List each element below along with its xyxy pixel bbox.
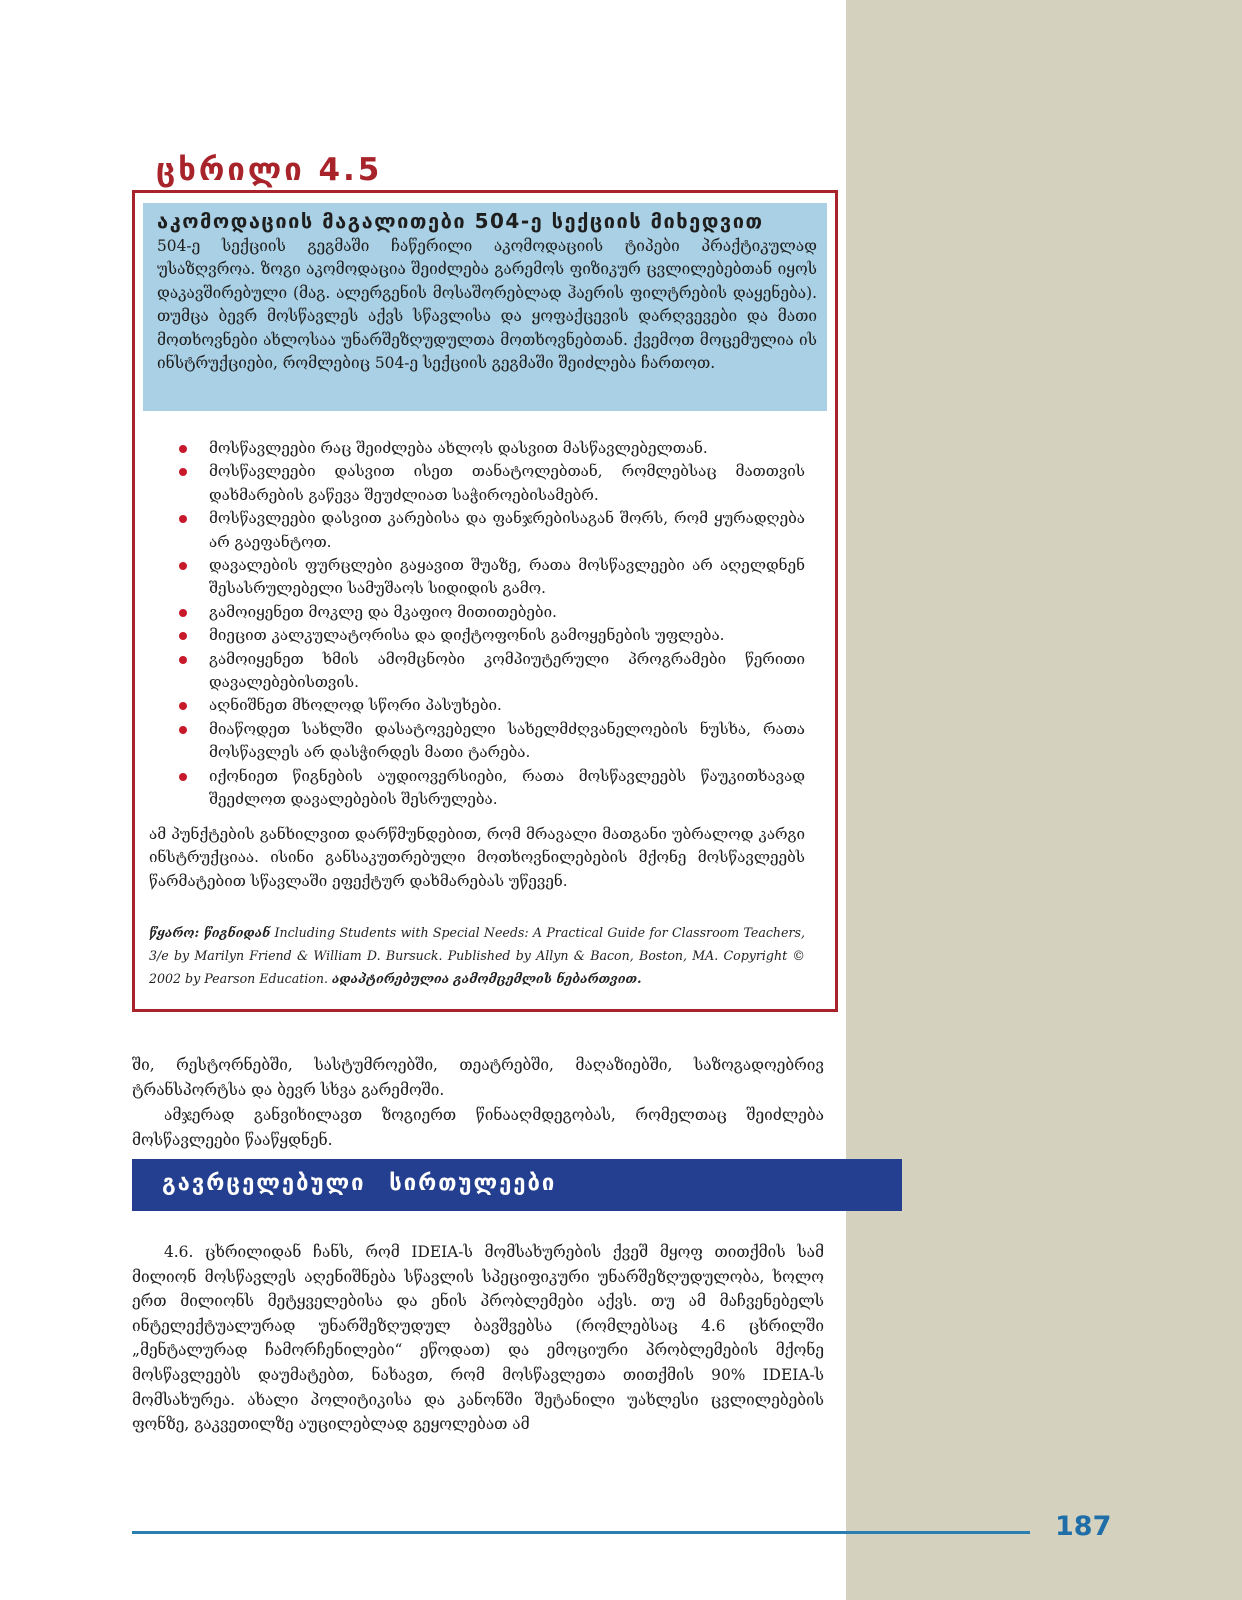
bullet-icon (179, 609, 187, 617)
source-citation (149, 921, 805, 990)
list-item (179, 554, 805, 601)
bullet-icon (179, 632, 187, 640)
intro-panel (143, 203, 827, 411)
bullet-icon (179, 515, 187, 523)
section-header-bar (132, 1159, 902, 1211)
list-item-text: მოსწავლეები დასვით კარებისა და ფანჯრებისაგან შორს, რომ ყურადღება არ გაეფანტოთ. (209, 509, 805, 551)
list-item (179, 624, 805, 647)
footer-rule (132, 1531, 1030, 1534)
bullet-icon (179, 773, 187, 781)
table-box (132, 190, 838, 1012)
list-item-text: მოსწავლეები დასვით ისეთ თანატოლებთან, რომლებსაც მათთვის დახმარების გაწევა შეუძლიათ საჭიროებისამებრ. (209, 462, 805, 504)
source-body: Including Students with Special Needs: A Practical Guide for Classroom Teachers, 3/e by Marilyn Friend & William D. Bursuck. Published by Allyn & Bacon, Boston, MA. Copyright © 2002 by Pearson Education. (149, 925, 805, 986)
bullet-icon (179, 726, 187, 734)
list-item (179, 718, 805, 765)
list-item-text: იქონიეთ წიგნების აუდიოვერსიები, რათა მოსწავლეებს წაუკითხავად შეეძლოთ დავალებების შესრულება. (209, 766, 805, 809)
list-item (179, 437, 805, 460)
list-item-text: მიეცით კალკულატორისა და დიქტოფონის გამოყენების უფლება. (209, 626, 725, 645)
section-title: გავრცელებული სირთულეები (162, 1171, 557, 1196)
source-prefix: წყარო: წიგნიდან (149, 925, 271, 940)
page-sidebar-strip (846, 0, 1242, 1600)
list-item (179, 694, 805, 717)
intro-text: 504-ე სექციის გეგმაში ჩაწერილი აკომოდაციის ტიპები პრაქტიკულად უსაზღვროა. ზოგი აკომოდაცია შეიძლება გარემოს ფიზიკურ ცვლილებებთან იყოს დაკავშირებული (მაგ. ალერგენის მოსაშორებლად ჰაერის ფილტრების დაყენება). თუმცა ბევრ მოსწავლეს აქვს სწავლისა და ყოფაქცევის დარღვევები და მათი მოთხოვნები ახლოსაა უნარშეზღუდულთა მოთხოვნებთან. ქვემოთ მოცემულია ის ინსტრუქციები, რომლებიც 504-ე სექციის გეგმაში შეიძლება ჩართოთ. (157, 237, 817, 373)
list-item (179, 765, 805, 812)
list-item-text: გამოიყენეთ მოკლე და მკაფიო მითითებები. (209, 602, 557, 621)
list-item-text: დავალების ფურცლები გაყავით შუაზე, რათა მოსწავლეები არ აღელდნენ შესასრულებელი სამუშაოს სიდიდის გამო. (209, 556, 805, 598)
body-paragraph-continued: ში, რესტორნებში, სასტუმროებში, თეატრებში, მაღაზიებში, საზოგადოებრივ ტრანსპორტსა და ბევრ სხვა გარემოში. (132, 1056, 824, 1099)
table-label: ცხრილი 4.5 (156, 152, 383, 188)
list-item (179, 601, 805, 624)
list-item (179, 507, 805, 554)
body-paragraph: ამჯერად განვიხილავთ ზოგიერთ წინააღმდეგობას, რომელთაც შეიძლება მოსწავლეები წააწყდნენ. (132, 1106, 824, 1149)
intro-heading: აკომოდაციის მაგალითები 504-ე სექციის მიხედვით (157, 209, 764, 233)
bullet-icon (179, 702, 187, 710)
list-item-text: მიაწოდეთ სახლში დასატოვებელი სახელმძღვანელოების ნუსხა, რათა მოსწავლეს არ დასჭირდეს მათი ტარება. (209, 719, 805, 762)
bullet-icon (179, 445, 187, 453)
list-item-text: გამოიყენეთ ხმის ამომცნობი კომპიუტერული პროგრამები წერითი დავალებებისთვის. (209, 649, 805, 692)
accommodation-list (179, 437, 805, 812)
body-paragraph: 4.6. ცხრილიდან ჩანს, რომ IDEIA-ს მომსახურების ქვეშ მყოფ თითქმის სამ მილიონ მოსწავლეს აღენიშნება სწავლის სპეციფიკური უნარშეზღუდულობა, ხოლო ერთ მილიონს მეტყველებისა და ენის პრობლემები აქვს. თუ ამ მაჩვენებელს ინტელექტუალურად უნარშეზღუდულ ბავშვებსა (რომლებსაც 4.6 ცხრილში „მენტალურად ჩამორჩენილები“ ეწოდათ) და ემოციური პრობლემების მქონე მოსწავლეებს დაუმატებთ, ნახავთ, რომ მოსწავლეთა თითქმის 90% IDEIA-ს მომსახურეა. ახალი პოლიტიკისა და კანონში შეტანილი უახლესი ცვლილებების ფონზე, გაკვეთილზე აუცილებლად გეყოლებათ ამ (132, 1243, 824, 1434)
closing-paragraph: ამ პუნქტების განხილვით დარწმუნდებით, რომ მრავალი მათგანი უბრალოდ კარგი ინსტრუქციაა. ისინი განსაკუთრებული მოთხოვნილებების მქონე მოსწავლეებს წარმატებით სწავლაში ეფექტურ დახმარებას უწევენ. (149, 825, 805, 890)
list-item-text: მოსწავლეები რაც შეიძლება ახლოს დასვით მასწავლებელთან. (209, 439, 708, 457)
list-item (179, 460, 805, 507)
list-item (179, 648, 805, 695)
source-suffix: ადაპტირებულია გამომცემლის ნებართვით. (332, 971, 642, 986)
bullet-icon (179, 468, 187, 476)
list-item-text: აღნიშნეთ მხოლოდ სწორი პასუხები. (209, 696, 502, 715)
page-number: 187 (1055, 1511, 1112, 1542)
bullet-icon (179, 656, 187, 664)
bullet-icon (179, 562, 187, 570)
